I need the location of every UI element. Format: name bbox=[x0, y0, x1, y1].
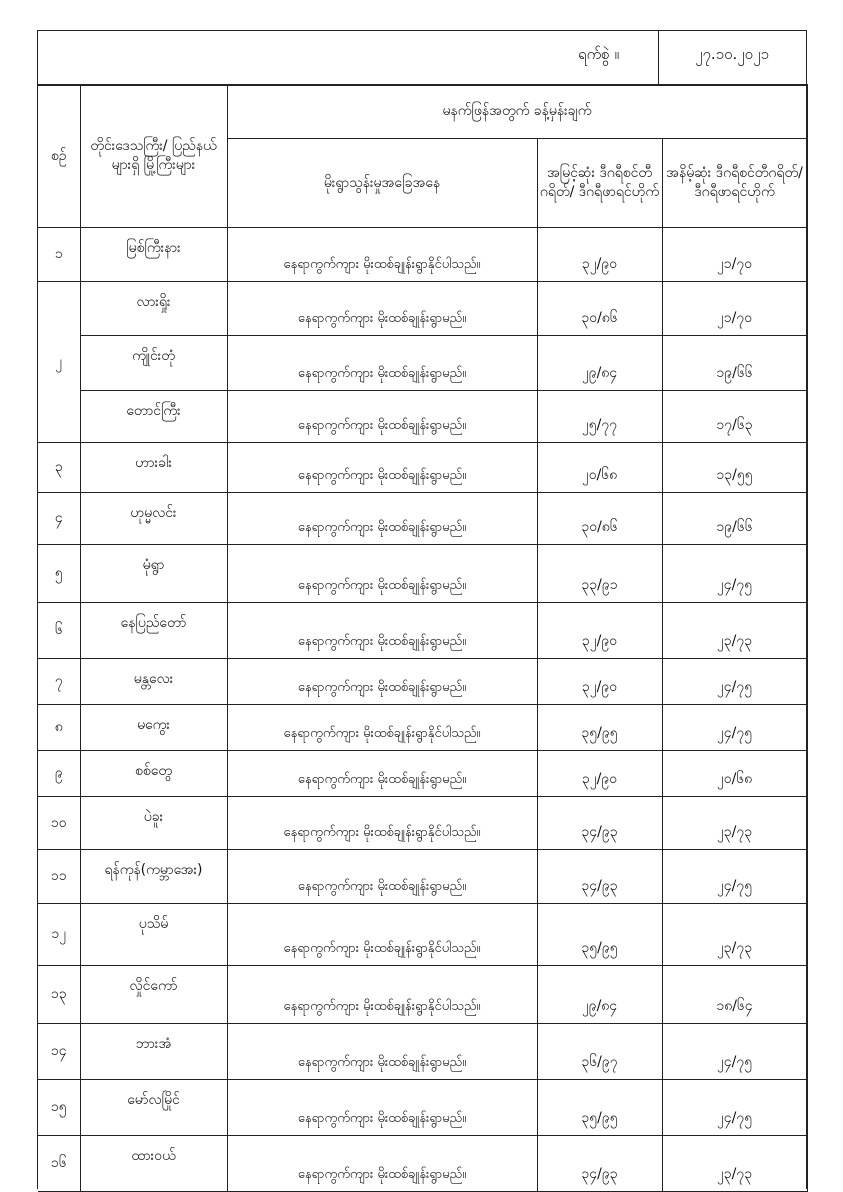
rain-condition: နေရာကွက်ကျား မိုးထစ်ချုန်းရွာမည်။ bbox=[227, 751, 537, 797]
town-name: လားရှိုး bbox=[80, 282, 227, 336]
min-temp: ၂၁/၇၀ bbox=[662, 282, 807, 336]
min-temp: ၂၄/၇၅ bbox=[662, 659, 807, 705]
table-row bbox=[38, 443, 807, 493]
min-temp: ၂၄/၇၅ bbox=[662, 1024, 807, 1080]
max-temp: ၃၅/၉၅ bbox=[537, 1080, 662, 1136]
row-number: ၉ bbox=[38, 751, 80, 797]
header-min-temp: အနိမ့်ဆုံး ဒီဂရီစင်တီဂရိတ်/ ဒီဂရီဖာရင်ဟိုက် bbox=[662, 139, 807, 228]
max-temp: ၃၆/၉၇ bbox=[537, 1024, 662, 1080]
row-number: ၈ bbox=[38, 705, 80, 751]
min-temp: ၂၄/၇၅ bbox=[662, 705, 807, 751]
town-name: မြစ်ကြီးနား bbox=[80, 228, 227, 282]
rain-condition: နေရာကွက်ကျား မိုးထစ်ချုန်းရွာနိုင်ပါသည်။ bbox=[227, 705, 537, 751]
rain-condition: နေရာကွက်ကျား မိုးထစ်ချုန်းရွာမည်။ bbox=[227, 282, 537, 336]
header-town: တိုင်းဒေသကြီး/ ပြည်နယ်များရှိ မြို့ကြီးများ bbox=[80, 85, 227, 228]
forecast-document bbox=[37, 30, 807, 1189]
town-name: ထားဝယ် bbox=[80, 1136, 227, 1192]
max-temp: ၃၄/၉၃ bbox=[537, 1136, 662, 1192]
town-name: နေပြည်တော် bbox=[80, 603, 227, 659]
min-temp: ၁၈/၆၄ bbox=[662, 966, 807, 1024]
table-row bbox=[38, 336, 807, 391]
header-no: စဉ် bbox=[38, 85, 80, 228]
row-number: ၄ bbox=[38, 493, 80, 545]
town-name: ဟားခါး bbox=[80, 443, 227, 493]
town-name: တောင်ကြီး bbox=[80, 391, 227, 443]
max-temp: ၃၀/၈၆ bbox=[537, 493, 662, 545]
header-condition: မိုးရွာသွန်းမှုအခြေအနေ bbox=[227, 139, 537, 228]
town-name: မန္တလေး bbox=[80, 659, 227, 705]
header-max-temp: အမြင့်ဆုံး ဒီဂရီစင်တီဂရိတ်/ ဒီဂရီဖာရင်ဟိုက် bbox=[537, 139, 662, 228]
min-temp: ၂၃/၇၃ bbox=[662, 1136, 807, 1192]
table-row bbox=[38, 545, 807, 603]
row-number: ၇ bbox=[38, 659, 80, 705]
max-temp: ၃၅/၉၅ bbox=[537, 705, 662, 751]
min-temp: ၁၇/၆၃ bbox=[662, 391, 807, 443]
town-name: ဘားအံ bbox=[80, 1024, 227, 1080]
rain-condition: နေရာကွက်ကျား မိုးထစ်ချုန်းရွာမည်။ bbox=[227, 1136, 537, 1192]
table-row bbox=[38, 659, 807, 705]
date-label: ရက်စွဲ ။ bbox=[578, 45, 620, 63]
town-name: ကျိုင်းတုံ bbox=[80, 336, 227, 391]
max-temp: ၃၄/၉၃ bbox=[537, 850, 662, 904]
rain-condition: နေရာကွက်ကျား မိုးထစ်ချုန်းရွာမည်။ bbox=[227, 391, 537, 443]
rain-condition: နေရာကွက်ကျား မိုးထစ်ချုန်းရွာမည်။ bbox=[227, 603, 537, 659]
forecast-table bbox=[38, 84, 808, 1192]
town-name: ပဲခူး bbox=[80, 797, 227, 850]
date-value: ၂၇.၁၀.၂၀၂၁ bbox=[695, 45, 769, 63]
min-temp: ၂၃/၇၃ bbox=[662, 603, 807, 659]
town-name: မော်လမြိုင် bbox=[80, 1080, 227, 1136]
max-temp: ၂၀/၆၈ bbox=[537, 443, 662, 493]
rain-condition: နေရာကွက်ကျား မိုးထစ်ချုန်းရွာမည်။ bbox=[227, 545, 537, 603]
min-temp: ၂၄/၇၅ bbox=[662, 850, 807, 904]
rain-condition: နေရာကွက်ကျား မိုးထစ်ချုန်းရွာနိုင်ပါသည်။ bbox=[227, 966, 537, 1024]
table-row bbox=[38, 966, 807, 1024]
row-number: ၃ bbox=[38, 443, 80, 493]
max-temp: ၃၀/၈၆ bbox=[537, 282, 662, 336]
row-number: ၁၃ bbox=[38, 966, 80, 1024]
rain-condition: နေရာကွက်ကျား မိုးထစ်ချုန်းရွာမည်။ bbox=[227, 493, 537, 545]
rain-condition: နေရာကွက်ကျား မိုးထစ်ချုန်းရွာနိုင်ပါသည်။ bbox=[227, 797, 537, 850]
row-number: ၁၄ bbox=[38, 1024, 80, 1080]
rain-condition: နေရာကွက်ကျား မိုးထစ်ချုန်းရွာနိုင်ပါသည်။ bbox=[227, 904, 537, 966]
date-row bbox=[38, 31, 806, 86]
row-number: ၁၀ bbox=[38, 797, 80, 850]
row-number: ၁၆ bbox=[38, 1136, 80, 1192]
row-number: ၁၁ bbox=[38, 850, 80, 904]
rain-condition: နေရာကွက်ကျား မိုးထစ်ချုန်းရွာမည်။ bbox=[227, 1024, 537, 1080]
min-temp: ၂၃/၇၃ bbox=[662, 797, 807, 850]
max-temp: ၂၅/၇၇ bbox=[537, 391, 662, 443]
min-temp: ၂၁/၇၀ bbox=[662, 228, 807, 282]
min-temp: ၁၃/၅၅ bbox=[662, 443, 807, 493]
rain-condition: နေရာကွက်ကျား မိုးထစ်ချုန်းရွာနိုင်ပါသည်။ bbox=[227, 228, 537, 282]
table-row bbox=[38, 797, 807, 850]
town-name: မုံရွာ bbox=[80, 545, 227, 603]
table-row bbox=[38, 904, 807, 966]
min-temp: ၂၄/၇၅ bbox=[662, 545, 807, 603]
table-row bbox=[38, 493, 807, 545]
table-row bbox=[38, 705, 807, 751]
town-name: လှိုင်ကော် bbox=[80, 966, 227, 1024]
town-name: မကွေး bbox=[80, 705, 227, 751]
min-temp: ၁၉/၆၆ bbox=[662, 493, 807, 545]
max-temp: ၃၄/၉၃ bbox=[537, 797, 662, 850]
max-temp: ၃၃/၉၁ bbox=[537, 545, 662, 603]
town-name: ရန်ကုန်(ကမ္ဘာအေး) bbox=[80, 850, 227, 904]
rain-condition: နေရာကွက်ကျား မိုးထစ်ချုန်းရွာမည်။ bbox=[227, 443, 537, 493]
row-number: ၁၅ bbox=[38, 1080, 80, 1136]
header-forecast-group: မနက်ဖြန်အတွက် ခန့်မှန်းချက် bbox=[227, 85, 807, 139]
min-temp: ၂၃/၇၃ bbox=[662, 904, 807, 966]
max-temp: ၃၂/၉၀ bbox=[537, 751, 662, 797]
rain-condition: နေရာကွက်ကျား မိုးထစ်ချုန်းရွာမည်။ bbox=[227, 850, 537, 904]
table-row bbox=[38, 1024, 807, 1080]
min-temp: ၂၄/၇၅ bbox=[662, 1080, 807, 1136]
max-temp: ၂၉/၈၄ bbox=[537, 336, 662, 391]
max-temp: ၃၂/၉၀ bbox=[537, 659, 662, 705]
row-number: ၂ bbox=[38, 282, 80, 443]
row-number: ၁ bbox=[38, 228, 80, 282]
rain-condition: နေရာကွက်ကျား မိုးထစ်ချုန်းရွာမည်။ bbox=[227, 1080, 537, 1136]
table-row bbox=[38, 228, 807, 282]
row-number: ၆ bbox=[38, 603, 80, 659]
town-name: ဟုမ္မလင်း bbox=[80, 493, 227, 545]
min-temp: ၂၀/၆၈ bbox=[662, 751, 807, 797]
table-row bbox=[38, 282, 807, 336]
table-row bbox=[38, 603, 807, 659]
row-number: ၅ bbox=[38, 545, 80, 603]
max-temp: ၃၅/၉၅ bbox=[537, 904, 662, 966]
town-name: ပုသိမ် bbox=[80, 904, 227, 966]
table-row bbox=[38, 391, 807, 443]
table-row bbox=[38, 1080, 807, 1136]
row-number: ၁၂ bbox=[38, 904, 80, 966]
min-temp: ၁၉/၆၆ bbox=[662, 336, 807, 391]
max-temp: ၃၂/၉၀ bbox=[537, 228, 662, 282]
town-name: စစ်တွေ bbox=[80, 751, 227, 797]
table-row bbox=[38, 751, 807, 797]
max-temp: ၂၉/၈၄ bbox=[537, 966, 662, 1024]
rain-condition: နေရာကွက်ကျား မိုးထစ်ချုန်းရွာမည်။ bbox=[227, 336, 537, 391]
table-row bbox=[38, 1136, 807, 1192]
rain-condition: နေရာကွက်ကျား မိုးထစ်ချုန်းရွာမည်။ bbox=[227, 659, 537, 705]
table-row bbox=[38, 850, 807, 904]
max-temp: ၃၂/၉၀ bbox=[537, 603, 662, 659]
